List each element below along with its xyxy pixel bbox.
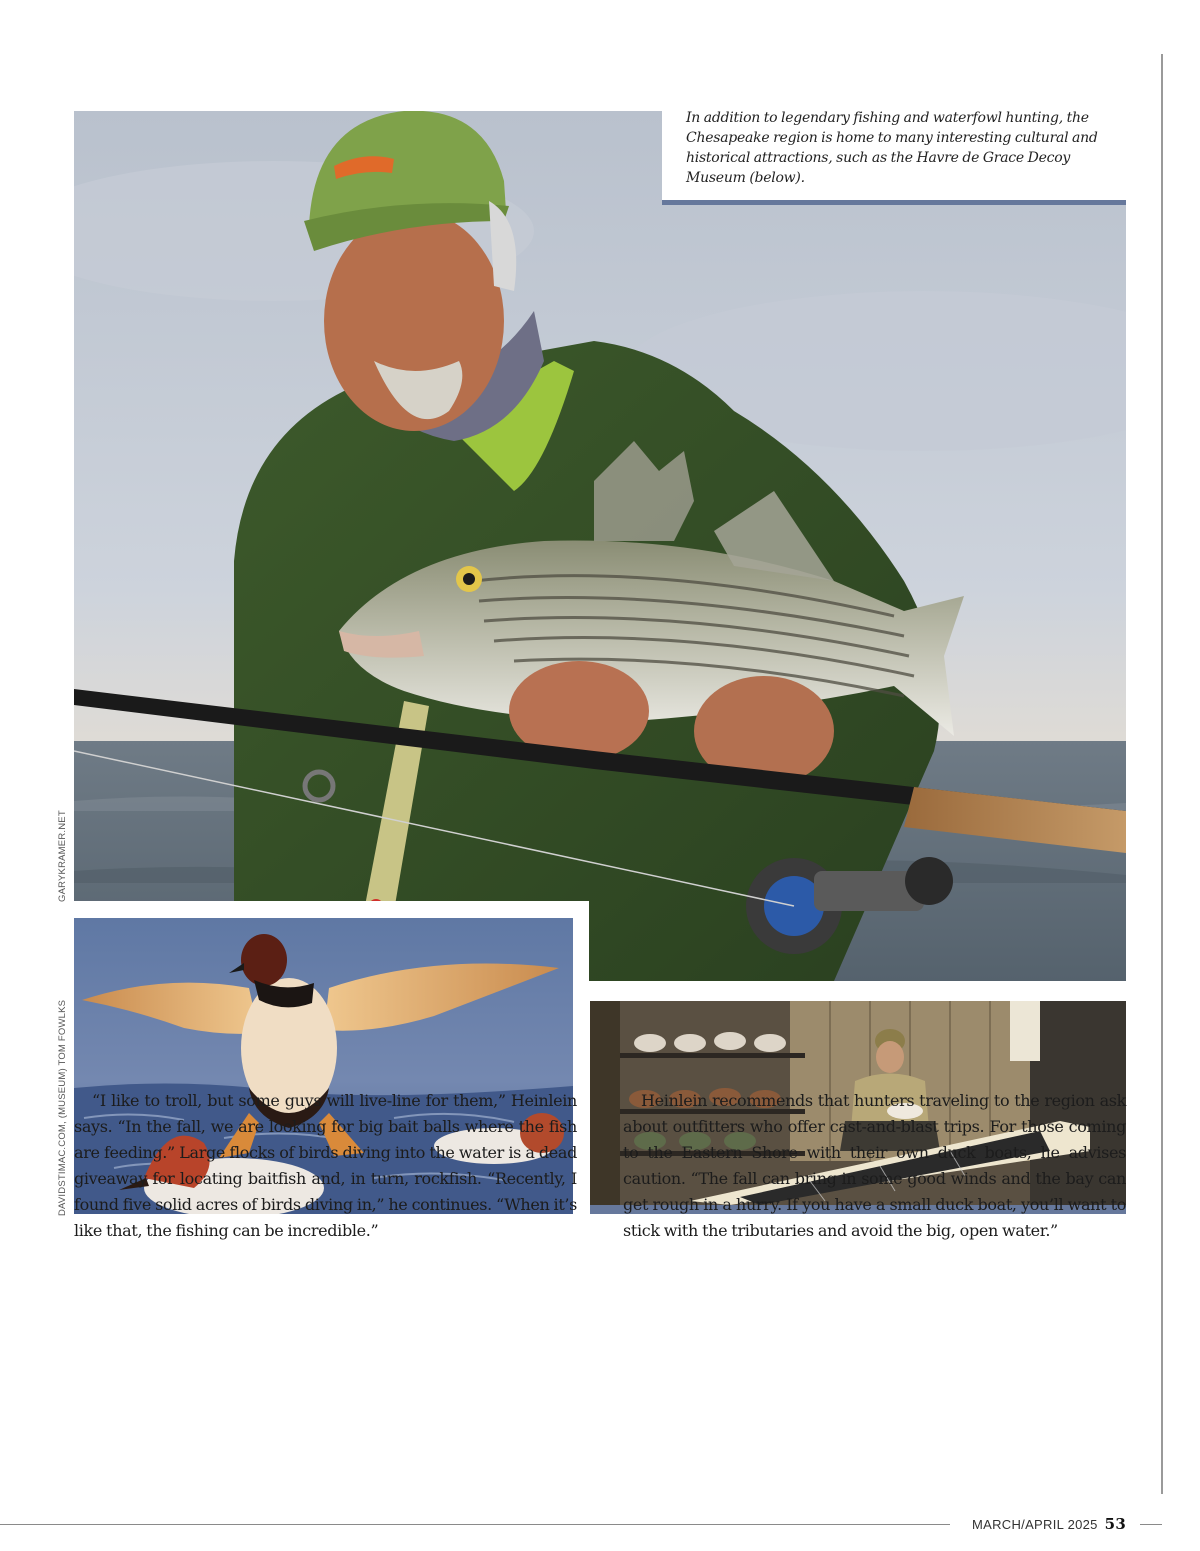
page-edge-rule	[1161, 54, 1163, 1494]
issue-date: MARCH/APRIL 2025	[972, 1517, 1098, 1532]
angler-fish-photo	[74, 111, 1126, 981]
photo-caption: In addition to legendary fishing and waterfowl hunting, the Chesapeake region is home to many interesting cultural and historical attractions, such as the Havre de Grace Decoy Museum (below).	[686, 110, 1098, 186]
page-footer	[972, 1515, 1126, 1533]
body-column-left: “I like to troll, but some guys will live-line for them,” Heinlein says. “In the fall, we are looking for big bait balls where the fish are feeding.” Large flocks of birds diving into the water is a dead giveaway for locating baitfish and, in turn, rockfish. “Recently, I found five solid acres of birds diving in,” he continues. “When it’s like that, the fishing can be incredible.”	[74, 1091, 577, 1240]
body-column-right: Heinlein recommends that hunters traveling to the region ask about outfitters who offer cast-and-blast trips. For those coming to the Eastern Shore with their own duck boats, he advises caution. “The fall can bring in some good winds and the bay can get rough in a hurry. If you have a small duck boat, you’ll want to stick with the tributaries and avoid the big, open water.”	[623, 1091, 1126, 1240]
footer-rule-left	[0, 1524, 950, 1525]
small-photos-credit: DAVIDSTIMAC.COM, (MUSEUM) TOM FOWLKS	[57, 999, 68, 1216]
caption-accent-rule	[662, 200, 1126, 205]
main-photo-credit: GARYKRAMER.NET	[57, 810, 68, 902]
page-number: 53	[1104, 1515, 1127, 1533]
footer-rule-right	[1140, 1524, 1162, 1525]
photo-caption-box	[662, 108, 1126, 204]
